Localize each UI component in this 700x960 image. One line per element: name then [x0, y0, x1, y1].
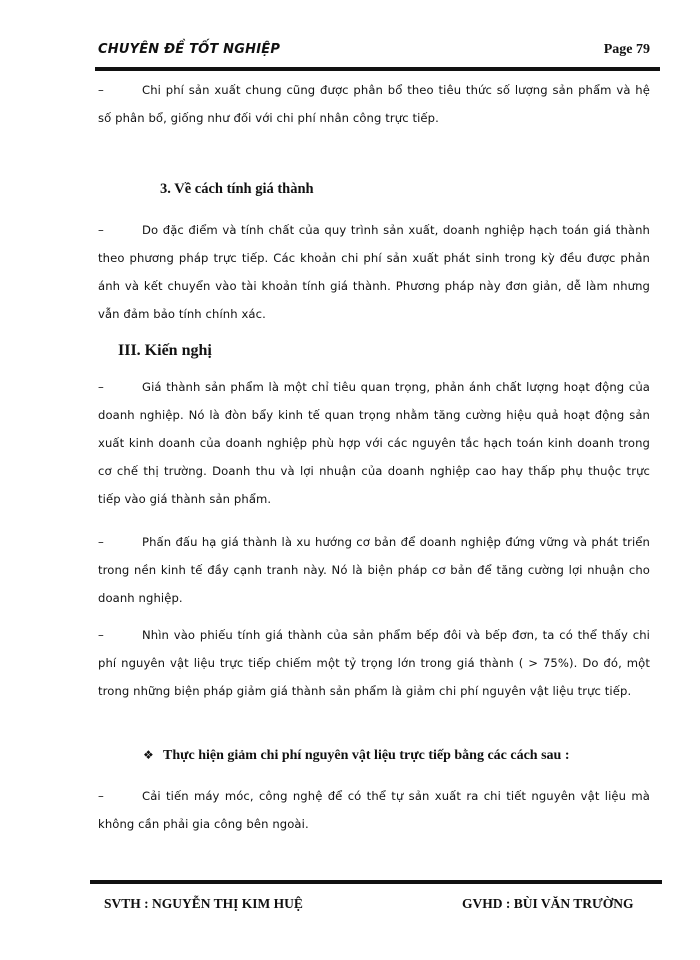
paragraph-text: Cải tiến máy móc, công nghệ để có thể tự sản xuất ra chi tiết nguyên vật liệu mà không cần phải gia công bên ngoài.	[98, 789, 650, 831]
paragraph-overhead-cost	[98, 76, 650, 132]
paragraph-text: Phấn đấu hạ giá thành là xu hướng cơ bản để doanh nghiệp đứng vững và phát triển trong nền kinh tế đầy cạnh tranh này. Nó là biện pháp cơ bản để tăng cường lợi nhuận cho doanh nghiệp.	[98, 535, 650, 605]
paragraph-cost-reduction	[98, 528, 650, 612]
dash-marker: –	[98, 380, 104, 394]
dash-marker: –	[98, 83, 104, 97]
document-title: CHUYÊN ĐỀ TỐT NGHIỆP	[98, 42, 281, 57]
paragraph-text: Do đặc điểm và tính chất của quy trình sản xuất, doanh nghiệp hạch toán giá thành theo phương pháp trực tiếp. Các khoản chi phí sản xuất phát sinh trong kỳ đều được phản ánh và kết chuyển vào tài khoản tính giá thành. Phương pháp này đơn giản, dễ làm nhưng vẫn đảm bảo tính chính xác.	[98, 223, 650, 321]
paragraph-text: Giá thành sản phẩm là một chỉ tiêu quan trọng, phản ánh chất lượng hoạt động của doanh nghiệp. Nó là đòn bẩy kinh tế quan trọng nhằm tăng cường hiệu quả hoạt động sản xuất kinh doanh của doanh nghiệp phù hợp với các nguyên tắc hạch toán kinh doanh trong cơ chế thị trường. Doanh thu và lợi nhuận của doanh nghiệp cao hay thấp phụ thuộc trực tiếp vào giá thành sản phẩm.	[98, 380, 650, 506]
page-header	[98, 40, 650, 62]
footer-advisor: GVHD : BÙI VĂN TRƯỜNG	[462, 896, 634, 911]
bullet-heading-text: Thực hiện giảm chi phí nguyên vật liệu trực tiếp bằng các cách sau :	[163, 748, 570, 763]
dash-marker: –	[98, 535, 104, 549]
paragraph-cost-importance	[98, 373, 650, 513]
footer-divider	[90, 880, 662, 884]
paragraph-text: Chi phí sản xuất chung cũng được phân bổ theo tiêu thức số lượng sản phẩm và hệ số phân bổ, giống như đối với chi phí nhân công trực tiếp.	[98, 83, 650, 125]
section-heading-costing: 3. Về cách tính giá thành	[160, 181, 314, 197]
page-number: Page 79	[603, 42, 650, 57]
footer-student: SVTH : NGUYỄN THỊ KIM HUỆ	[104, 896, 303, 911]
paragraph-machinery-improvement	[98, 782, 650, 838]
dash-marker: –	[98, 223, 104, 237]
paragraph-material-cost	[98, 621, 650, 705]
diamond-bullet-icon: ❖	[143, 748, 154, 762]
dash-marker: –	[98, 628, 104, 642]
paragraph-costing-method	[98, 216, 650, 328]
bullet-heading	[143, 748, 570, 764]
paragraph-text: Nhìn vào phiếu tính giá thành của sản phẩm bếp đôi và bếp đơn, ta có thể thấy chi phí nguyên vật liệu trực tiếp chiếm một tỷ trọng lớn trong giá thành ( > 75%). Do đó, một trong những biện pháp giảm giá thành sản phẩm là giảm chi phí nguyên vật liệu trực tiếp.	[98, 628, 650, 698]
header-divider	[95, 67, 660, 71]
section-heading-recommendations: III. Kiến nghị	[118, 342, 212, 359]
dash-marker: –	[98, 789, 104, 803]
